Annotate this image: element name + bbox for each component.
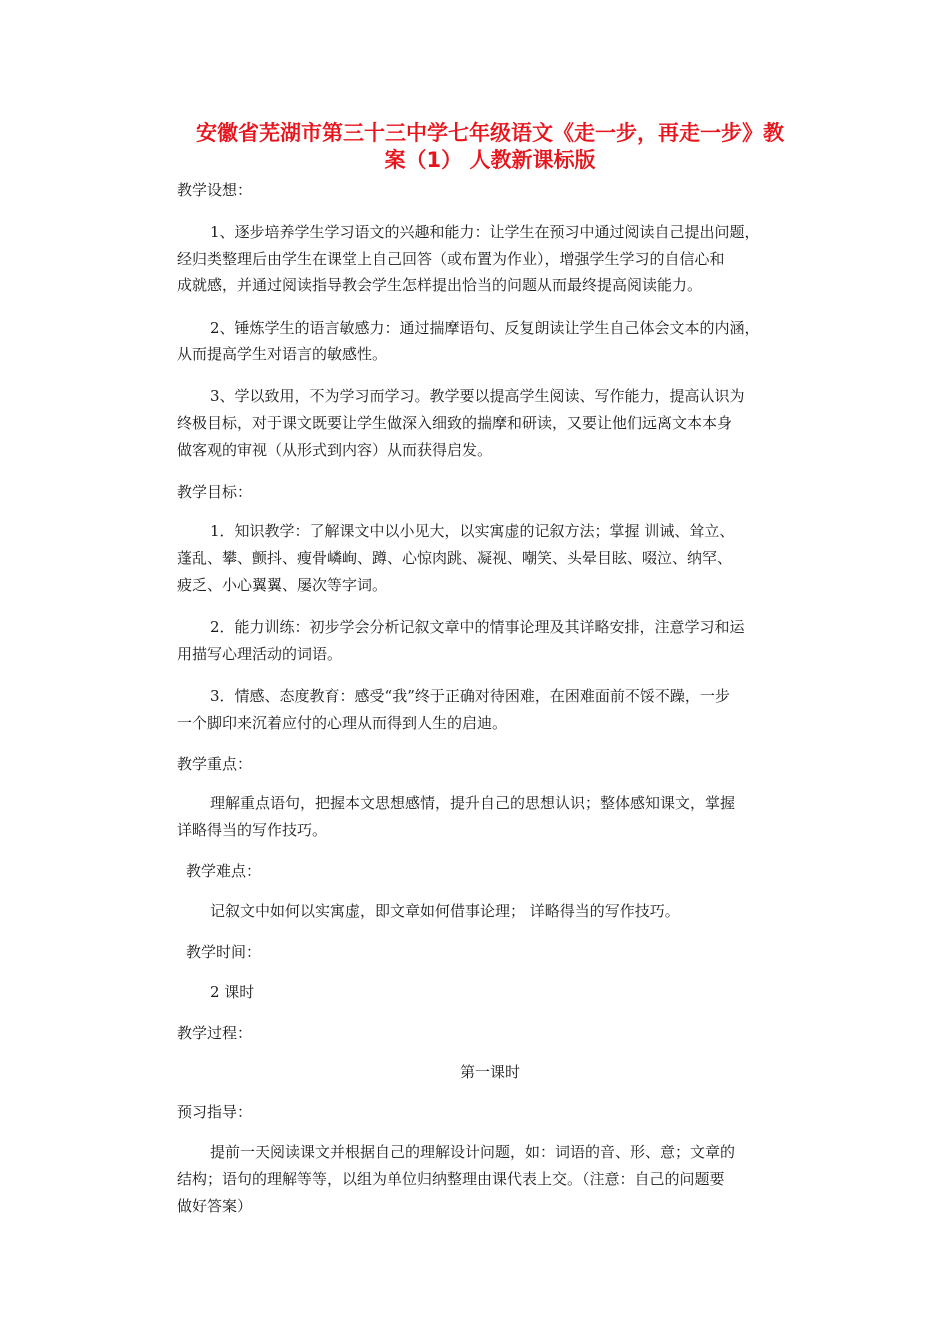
goal-2-line-2: 用描写心理活动的词语。 xyxy=(177,645,343,663)
preview-heading: 预习指导： xyxy=(177,1103,253,1121)
process-heading: 教学过程： xyxy=(177,1024,253,1042)
difficulty-heading: 教学难点： xyxy=(186,862,262,880)
goal-1-line-1: 1．知识教学：了解课文中以小见大，以实寓虚的记叙方法；掌握 训诫、耸立、 xyxy=(210,522,735,540)
title-line-2: 案（1） 人教新课标版 xyxy=(384,148,596,172)
goal-3-line-2: 一个脚印来沉着应付的心理从而得到人生的启迪。 xyxy=(177,714,508,732)
key-text-line-2: 详略得当的写作技巧。 xyxy=(177,821,328,839)
key-heading: 教学重点： xyxy=(177,755,253,773)
design-2-line-1: 2、锤炼学生的语言敏感力：通过揣摩语句、反复朗读让学生自己体会文本的内涵， xyxy=(210,319,760,337)
preview-text-line-1: 提前一天阅读课文并根据自己的理解设计问题，如：词语的音、形、意；文章的 xyxy=(210,1143,736,1161)
design-1-line-3: 成就感，并通过阅读指导教会学生怎样提出恰当的问题从而最终提高阅读能力。 xyxy=(177,276,703,294)
design-1-line-1: 1、逐步培养学生学习语文的兴趣和能力：让学生在预习中通过阅读自己提出问题， xyxy=(210,223,760,241)
preview-text-line-3: 做好答案） xyxy=(177,1197,253,1215)
goal-2-line-1: 2．能力训练：初步学会分析记叙文章中的情事论理及其详略安排，注意学习和运 xyxy=(210,618,745,636)
design-heading: 教学设想： xyxy=(177,181,253,199)
goal-3-line-1: 3．情感、态度教育：感受“我”终于正确对待困难，在困难面前不馁不躁，一步 xyxy=(210,687,730,705)
design-3-line-3: 做客观的审视（从形式到内容）从而获得启发。 xyxy=(177,441,493,459)
key-text-line-1: 理解重点语句，把握本文思想感情，提升自己的思想认识；整体感知课文，掌握 xyxy=(210,794,736,812)
design-3-line-1: 3、学以致用，不为学习而学习。教学要以提高学生阅读、写作能力，提高认识为 xyxy=(210,387,745,405)
difficulty-text: 记叙文中如何以实寓虚，即文章如何借事论理； 详略得当的写作技巧。 xyxy=(210,902,680,920)
time-text: 2 课时 xyxy=(210,983,255,1001)
title-line-1: 安徽省芜湖市第三十三中学七年级语文《走一步，再走一步》教 xyxy=(196,121,784,145)
time-heading: 教学时间： xyxy=(186,943,262,961)
document-title xyxy=(170,120,810,174)
lesson-title: 第一课时 xyxy=(459,1063,520,1081)
goal-1-line-2: 蓬乱、攀、颤抖、瘦骨嶙峋、蹲、心惊肉跳、凝视、嘲笑、头晕目眩、啜泣、纳罕、 xyxy=(177,549,733,567)
preview-text-line-2: 结构；语句的理解等等，以组为单位归纳整理由课代表上交。（注意：自己的问题要 xyxy=(177,1170,725,1188)
goals-heading: 教学目标： xyxy=(177,483,253,501)
design-1-line-2: 经归类整理后由学生在课堂上自己回答（或布置为作业），增强学生学习的自信心和 xyxy=(177,250,725,268)
design-3-line-2: 终极目标，对于课文既要让学生做深入细致的揣摩和研读，又要让他们远离文本本身 xyxy=(177,414,733,432)
goal-1-line-3: 疲乏、小心翼翼、屡次等字词。 xyxy=(177,576,388,594)
design-2-line-2: 从而提高学生对语言的敏感性。 xyxy=(177,345,388,363)
